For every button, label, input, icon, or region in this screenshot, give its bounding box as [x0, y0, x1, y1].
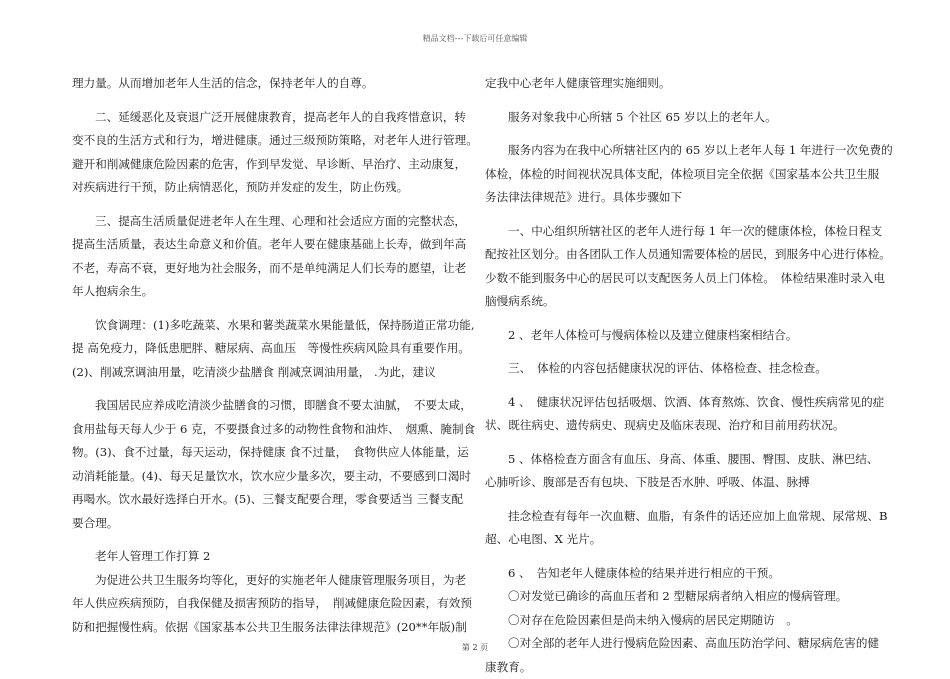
text-line: 动消耗能量。(4)、每天足量饮水，饮水应少量多次，要主动，不要感到口渴时 [72, 465, 472, 489]
text-line: 超、心电图、X 光片。 [485, 528, 885, 552]
text-line: 定我中心老年人健康管理实施细则。 [485, 72, 885, 96]
page-number: 第 2 页 [0, 642, 950, 653]
text-line: 康教育。 [485, 656, 885, 679]
text-line: 要合理。 [72, 512, 472, 536]
text-line: 体检，体检的时间视状况具体支配，体检项目完全依据《国家基本公共卫生服 [485, 163, 885, 187]
text-line: 2 、老年人体检可与慢病体检以及建立健康档案相结合。 [485, 324, 885, 348]
text-line: 避开和削减健康危险因素的危害，作到早发觉、早诊断、早治疗、主动康复， [72, 153, 472, 177]
text-line: 6 、 告知老年人健康体检的结果并进行相应的干预。 [485, 562, 885, 586]
text-line: 食用盐每天每人少于 6 克，不要摄食过多的动物性食物和油炸、 烟熏、腌制食 [72, 418, 472, 442]
left-column [72, 72, 472, 639]
text-line: 脑慢病系统。 [485, 290, 885, 314]
text-line: 4 、 健康状况评估包括吸烟、饮酒、体育熬炼、饮食、慢性疾病常见的症 [485, 391, 885, 415]
text-line: 〇对全部的老年人进行慢病危险因素、高血压防治学问、糖尿病危害的健 [485, 632, 885, 656]
text-line: 饮食调理：(1)多吃蔬菜、水果和薯类蔬菜水果能量低，保持肠道正常功能, [72, 314, 472, 338]
text-line: 挂念检查有每年一次血糖、血脂，有条件的话还应加上血常规、尿常规、B [485, 505, 885, 529]
text-line: 〇对发觉已确诊的高血压者和 2 型糖尿病者纳入相应的慢病管理。 [485, 585, 885, 609]
text-line: 老年人管理工作打算 2 [72, 545, 472, 569]
text-line: 防和把握慢性病。依据《国家基本公共卫生服务法律法律规范》(20**年版)制 [72, 616, 472, 640]
text-line: 少数不能到服务中心的居民可以支配医务人员上门体检。 体检结果准时录入电 [485, 267, 885, 291]
text-line: 提高生活质量，表达生命意义和价值。老年人要在健康基础上长寿，做到年高 [72, 233, 472, 257]
text-line: 心肺听诊、腹部是否有包块、下肢是否水肿、呼吸、体温、脉搏 [485, 471, 885, 495]
text-line: 二、延缓恶化及衰退广泛开展健康教育，提高老年人的自我疼惜意识，转 [72, 106, 472, 130]
text-line: 配按社区划分。由各团队工作人员通知需要体检的居民，到服务中心进行体检。 [485, 243, 885, 267]
text-line: (2)、削减烹调油用量，吃清淡少盐膳食 削减烹调油用量， .为此，建议 [72, 361, 472, 385]
text-line: 务法律法律规范》进行。具体步骤如下 [485, 186, 885, 210]
text-line: 为促进公共卫生服务均等化，更好的实施老年人健康管理服务项目，为老 [72, 569, 472, 593]
text-line: 三、提高生活质量促进老年人在生理、心理和社会适应方面的完整状态， [72, 210, 472, 234]
text-line: 服务对象我中心所辖 5 个社区 65 岁以上的老年人。 [485, 106, 885, 130]
text-line: 再喝水。饮水最好选择白开水。(5)、三餐支配要合理，零食要适当 三餐支配 [72, 488, 472, 512]
text-line: 变不良的生活方式和行为，增进健康。通过三级预防策略，对老年人进行管理。 [72, 129, 472, 153]
page-header: 精品文档---下载后可任意编辑 [0, 33, 950, 44]
text-line: 理力量。从而增加老年人生活的信念，保持老年人的自尊。 [72, 72, 472, 96]
text-line: 不老，寿高不衰，更好地为社会服务，而不是单纯满足人们长寿的愿望，让老 [72, 257, 472, 281]
text-line: 物。(3)、食不过量，每天运动，保持健康 食不过量， 食物供应人体能量，运 [72, 441, 472, 465]
text-line: 服务内容为在我中心所辖社区内的 65 岁以上老年人每 1 年进行一次免费的 [485, 139, 885, 163]
text-line: 我国居民应养成吃清淡少盐膳食的习惯，即膳食不要太油腻， 不要太咸， [72, 394, 472, 418]
right-column [485, 72, 885, 679]
text-line: 一、中心组织所辖社区的老年人进行每 1 年一次的健康体检，体检日程支 [485, 220, 885, 244]
text-line: 对疾病进行干预，防止病情恶化，预防并发症的发生，防止伤残。 [72, 176, 472, 200]
text-line: 年人供应疾病预防，自我保健及损害预防的指导， 削减健康危险因素，有效预 [72, 592, 472, 616]
text-line: 5 、体格检查方面含有血压、身高、体重、腰围、臀围、皮肤、淋巴结、 [485, 448, 885, 472]
text-line: 三、 体检的内容包括健康状况的评估、体格检查、挂念检查。 [485, 357, 885, 381]
text-line: 状、既往病史、遗传病史、现病史及临床表现、治疗和目前用药状况。 [485, 414, 885, 438]
text-line: 年人抱病余生。 [72, 280, 472, 304]
text-line: 〇对存在危险因素但是尚未纳入慢病的居民定期随访 。 [485, 609, 885, 633]
text-line: 提 高免疫力，降低患肥胖、糖尿病、高血压 等慢性疾病风险具有重要作用。 [72, 337, 472, 361]
